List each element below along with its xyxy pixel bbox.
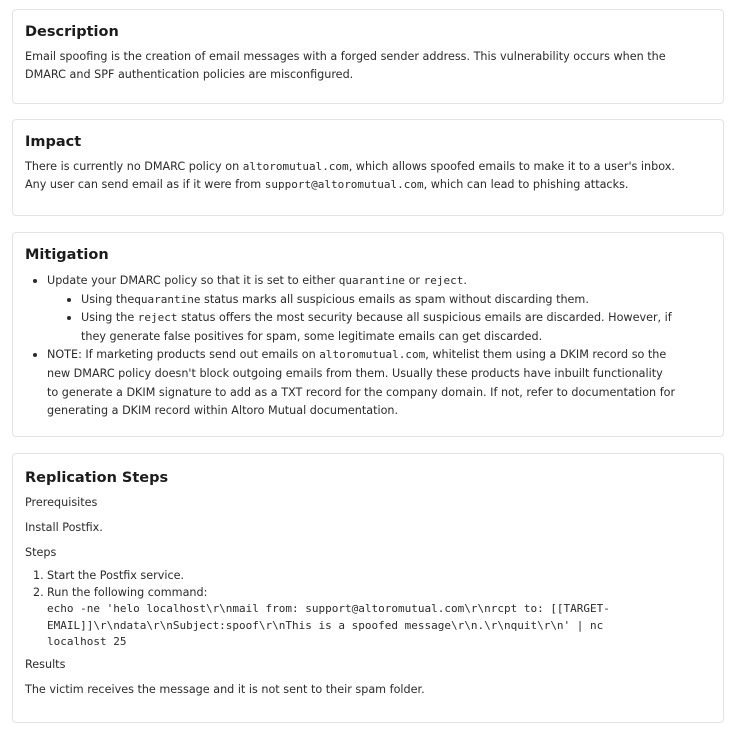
sub-list-item bbox=[47, 309, 711, 346]
command-line: EMAIL]]\r\ndata\r\nSubject:spoof\r\nThis is a spoofed message\r\n.\r\nquit\r\n' | nc bbox=[47, 618, 604, 632]
description-line-2: DMARC and SPF authentication policies are misconfigured. bbox=[25, 68, 354, 81]
quarantine-code: quarantine bbox=[338, 274, 406, 287]
mitigation-list bbox=[13, 272, 711, 421]
list-item-text: new DMARC policy doesn't block outgoing emails from them. Usually these products have inbuilt functionality bbox=[47, 366, 663, 380]
list-item-text: they generate false positives for spam, some legitimate emails can get discarded. bbox=[81, 329, 543, 343]
prerequisites-text: Install Postfix. bbox=[25, 521, 103, 534]
list-item-text: Update your DMARC policy so that it is set to either bbox=[47, 274, 339, 287]
quarantine-code: quarantine bbox=[134, 292, 201, 306]
steps-list bbox=[13, 568, 711, 651]
impact-text-segment: , which can lead to phishing attacks. bbox=[423, 178, 629, 191]
step-number: 2. bbox=[33, 585, 44, 599]
prerequisites-label: Prerequisites bbox=[25, 496, 98, 509]
steps-label: Steps bbox=[25, 546, 57, 559]
step-number: 1. bbox=[33, 569, 44, 582]
step-item bbox=[13, 585, 711, 651]
list-item-text: to generate a DKIM signature to add as a TXT record for the company domain. If not, refer to documentation for bbox=[47, 385, 676, 399]
list-item-text: status marks all suspicious emails as spam without discarding them. bbox=[200, 292, 589, 306]
reject-code: reject bbox=[137, 311, 178, 325]
list-item-text: . bbox=[463, 274, 467, 287]
impact-card bbox=[12, 119, 724, 216]
sub-list-item bbox=[47, 291, 711, 310]
domain-code: altoromutual.com bbox=[319, 348, 426, 362]
list-item-text: generating a DKIM record within Altoro Mutual documentation. bbox=[47, 404, 399, 418]
sender-address-code: support@altoromutual.com bbox=[264, 178, 424, 191]
list-item-text: Using the bbox=[81, 292, 135, 306]
replication-card bbox=[12, 453, 724, 723]
impact-text-segment: There is currently no DMARC policy on bbox=[25, 160, 243, 173]
description-text bbox=[25, 48, 711, 84]
mitigation-title: Mitigation bbox=[25, 247, 109, 263]
impact-text-segment: Any user can send email as if it were from bbox=[25, 178, 265, 191]
description-line-1: Email spoofing is the creation of email messages with a forged sender address. This vulnerability occurs when the bbox=[25, 50, 666, 63]
step-item bbox=[13, 568, 711, 585]
list-item bbox=[13, 272, 711, 346]
command-code-block bbox=[47, 601, 711, 651]
list-item-text: Using the bbox=[81, 311, 138, 325]
list-item-text: , whitelist them using a DKIM record so the bbox=[425, 348, 667, 362]
list-item bbox=[13, 346, 711, 420]
impact-text-segment: , which allows spoofed emails to make it to a user's inbox. bbox=[348, 160, 675, 173]
command-line: echo -ne 'helo localhost\r\nmail from: support@altoromutual.com\r\nrcpt to: [[TARGET- bbox=[47, 602, 610, 615]
results-label: Results bbox=[25, 657, 66, 671]
impact-text bbox=[25, 158, 711, 194]
replication-title: Replication Steps bbox=[25, 470, 169, 486]
step-text: Start the Postfix service. bbox=[47, 569, 185, 582]
list-item-text: or bbox=[405, 274, 424, 287]
results-text: The victim receives the message and it is not sent to their spam folder. bbox=[25, 682, 425, 696]
list-item-text: NOTE: If marketing products send out emails on bbox=[47, 348, 320, 362]
mitigation-card bbox=[12, 232, 724, 437]
reject-code: reject bbox=[423, 274, 464, 287]
description-title: Description bbox=[25, 24, 119, 40]
sub-list bbox=[47, 291, 711, 347]
description-card bbox=[12, 9, 724, 104]
list-item-text: status offers the most security because all suspicious emails are discarded. However, if bbox=[177, 311, 672, 325]
step-text: Run the following command: bbox=[47, 585, 208, 599]
command-line: localhost 25 bbox=[47, 635, 127, 648]
domain-code: altoromutual.com bbox=[242, 160, 349, 173]
impact-title: Impact bbox=[25, 134, 82, 150]
